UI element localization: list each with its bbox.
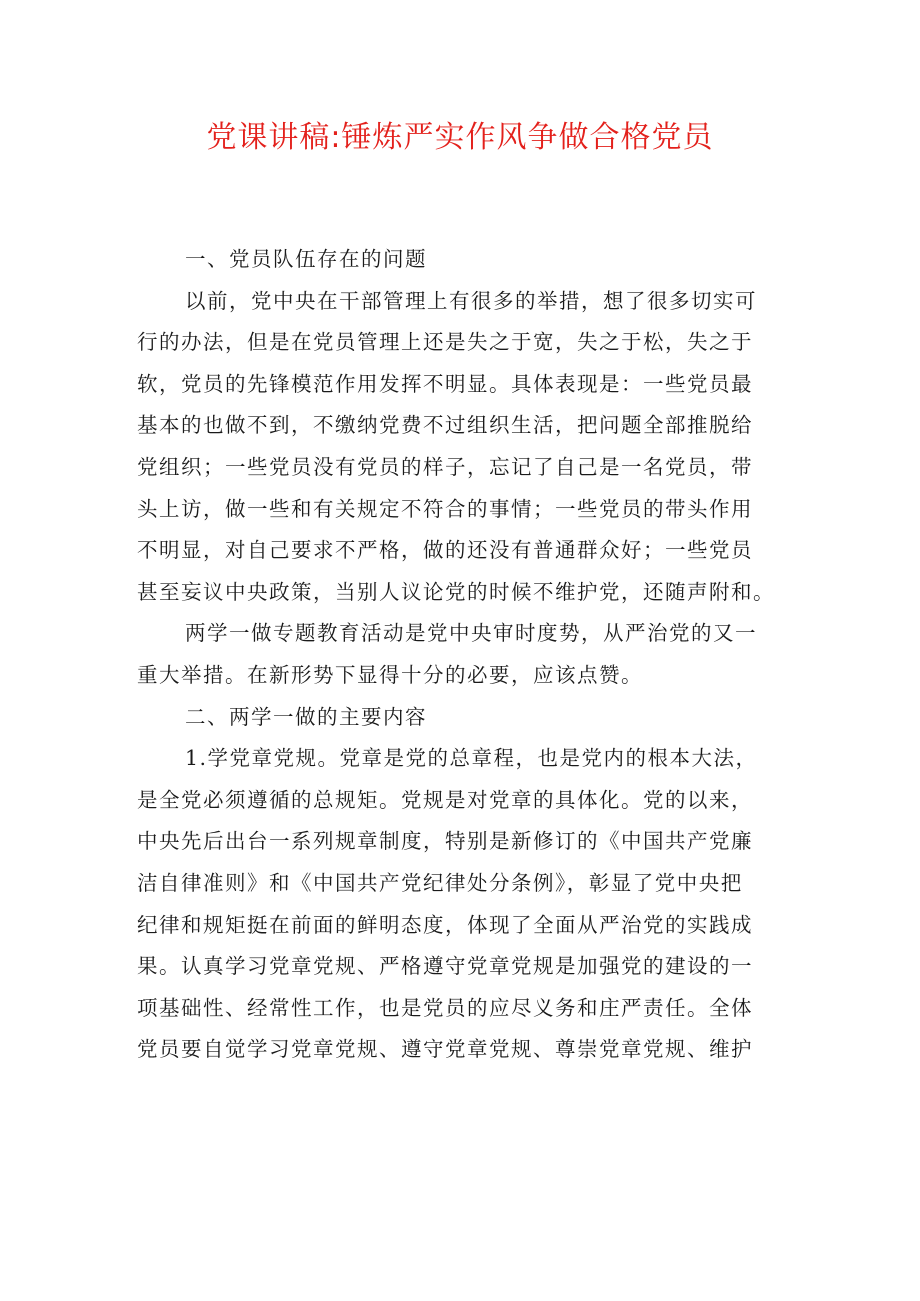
paragraph-line: 1.学党章党规。党章是党的总章程，也是党内的根本大法，	[185, 746, 758, 771]
paragraph-line: 重大举措。在新形势下显得十分的必要，应该点赞。	[137, 662, 643, 687]
paragraph-line: 基本的也做不到，不缴纳党费不过组织生活，把问题全部推脱给	[137, 413, 753, 438]
section-heading-1: 一、党员队伍存在的问题	[185, 247, 427, 271]
paragraph-line: 党组织；一些党员没有党员的样子，忘记了自己是一名党员，带	[137, 454, 753, 479]
document-title: 党课讲稿:锤炼严实作风争做合格党员	[206, 120, 714, 155]
document-body	[137, 239, 801, 1071]
paragraph-line: 两学一做专题教育活动是党中央审时度势，从严治党的又一	[185, 621, 757, 646]
section-heading-2: 二、两学一做的主要内容	[185, 704, 427, 729]
paragraph-line: 中央先后出台一系列规章制度，特别是新修订的《中国共产党廉	[137, 829, 753, 854]
paragraph-line: 洁自律准则》和《中国共产党纪律处分条例》，彰显了党中央把	[137, 870, 743, 895]
paragraph-line: 软，党员的先锋模范作用发挥不明显。具体表现是：一些党员最	[137, 371, 753, 396]
paragraph-line: 以前，党中央在干部管理上有很多的举措，想了很多切实可	[185, 288, 757, 313]
paragraph-line: 项基础性、经常性工作，也是党员的应尽义务和庄严责任。全体	[137, 995, 753, 1020]
paragraph-line: 是全党必须遵循的总规矩。党规是对党章的具体化。党的以来，	[137, 787, 753, 812]
paragraph-line: 果。认真学习党章党规、严格遵守党章党规是加强党的建设的一	[137, 954, 753, 979]
paragraph-line: 纪律和规矩挺在前面的鲜明态度，体现了全面从严治党的实践成	[137, 912, 753, 937]
paragraph-line: 不明显，对自己要求不严格，做的还没有普通群众好；一些党员	[137, 538, 753, 563]
paragraph-line: 头上访，做一些和有关规定不符合的事情；一些党员的带头作用	[137, 496, 753, 521]
paragraph-line: 党员要自觉学习党章党规、遵守党章党规、尊崇党章党规、维护	[137, 1037, 753, 1062]
paragraph-line: 甚至妄议中央政策，当别人议论党的时候不维护党，还随声附和。	[137, 579, 775, 604]
paragraph-line: 行的办法，但是在党员管理上还是失之于宽，失之于松，失之于	[137, 330, 753, 355]
